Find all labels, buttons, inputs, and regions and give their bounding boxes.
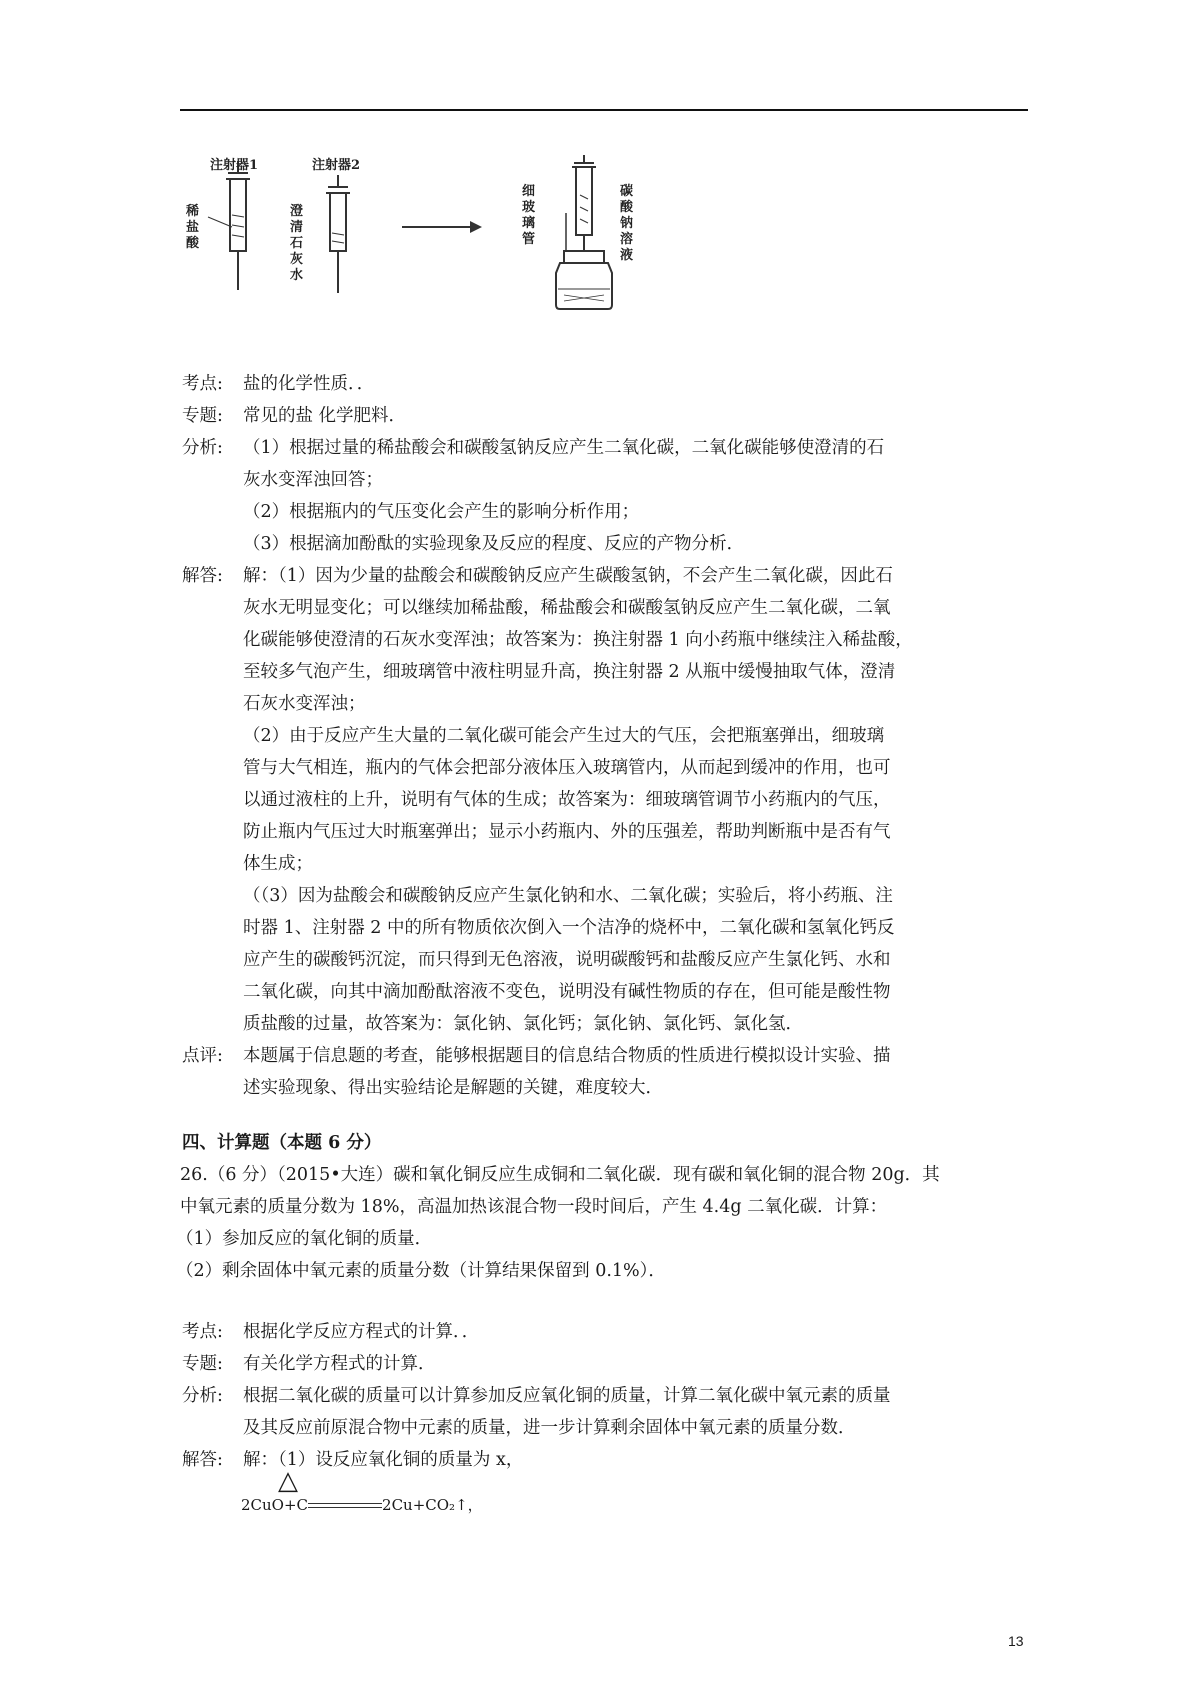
svg-text:石: 石 xyxy=(290,236,304,251)
svg-text:清: 清 xyxy=(290,220,304,235)
svg-text:玻: 玻 xyxy=(522,200,536,215)
jieda-text: （2）由于反应产生大量的二氧化碳可能会产生过大的气压，会把瓶塞弹出，细玻璃 xyxy=(243,726,885,746)
svg-text:水: 水 xyxy=(290,268,304,283)
svg-text:稀: 稀 xyxy=(186,204,200,219)
fenxi-text: 及其反应前原混合物中元素的质量，进一步计算剩余固体中氧元素的质量分数． xyxy=(243,1418,856,1438)
jieda-text: 质盐酸的过量，故答案为：氯化钠、氯化钙；氯化钠、氯化钙、氯化氢． xyxy=(243,1014,803,1034)
jieda-text: 二氧化碳，向其中滴加酚酞溶液不变色，说明没有碱性物质的存在，但可能是酸性物 xyxy=(243,982,891,1002)
arrow-icon xyxy=(402,221,482,233)
hcl-label xyxy=(185,203,200,251)
svg-text:钠: 钠 xyxy=(620,216,634,231)
svg-text:管: 管 xyxy=(522,232,536,247)
svg-text:酸: 酸 xyxy=(620,200,634,215)
jieda-text: 管与大气相连，瓶内的气体会把部分液体压入玻璃管内，从而起到缓冲的作用，也可 xyxy=(243,758,891,778)
jieda-text: 时器 1、注射器 2 中的所有物质依次倒入一个洁净的烧杯中，二氧化碳和氢氧化钙反 xyxy=(243,918,895,938)
bottle-apparatus xyxy=(556,155,612,309)
equation-equals-bar xyxy=(308,1496,382,1516)
jieda-text: 化碳能够使澄清的石灰水变浑浊；故答案为：换注射器 1 向小药瓶中继续注入稀盐酸， xyxy=(243,630,913,650)
svg-text:璃: 璃 xyxy=(522,216,536,231)
fenxi-text: （2）根据瓶内的气压变化会产生的影响分析作用； xyxy=(243,502,640,522)
syringe1-label: 注射器1 xyxy=(210,158,259,173)
fenxi-label: 分析: xyxy=(182,1386,223,1406)
svg-text:澄: 澄 xyxy=(290,204,304,219)
syringe-diagram xyxy=(180,155,740,315)
jieda-text: 解：（1）设反应氧化铜的质量为 x， xyxy=(243,1450,524,1470)
jieda-text: 解：（1）因为少量的盐酸会和碳酸钠反应产生碳酸氢钠，不会产生二氧化碳，因此石 xyxy=(243,566,893,586)
jieda-text: 应产生的碳酸钙沉淀，而只得到无色溶液，说明碳酸钙和盐酸反应产生氯化钙、水和 xyxy=(243,950,891,970)
zhuanti-label: 专题: xyxy=(182,1354,223,1374)
fenxi-text: 灰水变浑浊回答； xyxy=(243,470,383,490)
fenxi-text: （1）根据过量的稀盐酸会和碳酸氢钠反应产生二氧化碳，二氧化碳能够使澄清的石 xyxy=(243,438,885,458)
equation-right: 2Cu+CO₂↑， xyxy=(382,1496,483,1514)
fenxi-text: 根据二氧化碳的质量可以计算参加反应氧化铜的质量，计算二氧化碳中氧元素的质量 xyxy=(243,1386,891,1406)
svg-text:盐: 盐 xyxy=(186,220,200,235)
limewater-label xyxy=(290,203,303,283)
fenxi-label: 分析: xyxy=(182,438,223,458)
kaodian-text: 根据化学反应方程式的计算．． xyxy=(243,1322,480,1342)
svg-text:碳: 碳 xyxy=(620,184,634,199)
tube-label xyxy=(522,184,536,247)
svg-text:液: 液 xyxy=(620,248,634,263)
syringe-1 xyxy=(208,161,250,290)
jieda-label: 解答: xyxy=(182,566,223,586)
syringe2-label: 注射器2 xyxy=(312,158,361,173)
chemical-equation xyxy=(241,1494,483,1516)
svg-text:细: 细 xyxy=(522,184,536,199)
svg-text:酸: 酸 xyxy=(186,236,200,251)
syringe-2 xyxy=(326,175,350,293)
dianping-text: 本题属于信息题的考查，能够根据题目的信息结合物质的性质进行模拟设计实验、描 xyxy=(243,1046,891,1066)
jieda-text: 至较多气泡产生，细玻璃管中液柱明显升高，换注射器 2 从瓶中缓慢抽取气体，澄清 xyxy=(243,662,896,682)
page-number: 13 xyxy=(1008,1633,1024,1649)
jieda-text: 石灰水变浑浊； xyxy=(243,694,366,714)
jieda-text: 防止瓶内气压过大时瓶塞弹出；显示小药瓶内、外的压强差，帮助判断瓶中是否有气 xyxy=(243,822,891,842)
fenxi-text: （3）根据滴加酚酞的实验现象及反应的程度、反应的产物分析． xyxy=(243,534,745,554)
kaodian-label: 考点: xyxy=(182,1322,223,1342)
header-rule xyxy=(180,109,1028,111)
jieda-text: 体生成； xyxy=(243,854,313,874)
experiment-figure xyxy=(180,155,740,315)
zhuanti-label: 专题: xyxy=(182,406,223,426)
svg-text:灰: 灰 xyxy=(290,252,304,267)
svg-text:溶: 溶 xyxy=(620,232,634,247)
jieda-text: （（3）因为盐酸会和碳酸钠反应产生氯化钠和水、二氧化碳；实验后，将小药瓶、注 xyxy=(243,886,893,906)
zhuanti-text: 有关化学方程式的计算． xyxy=(243,1354,436,1374)
kaodian-label: 考点: xyxy=(182,374,223,394)
jieda-label: 解答: xyxy=(182,1450,223,1470)
dianping-text: 述实验现象、得出实验结论是解题的关键，难度较大． xyxy=(243,1078,663,1098)
kaodian-text: 盐的化学性质．． xyxy=(243,374,375,394)
jieda-text: 以通过液柱的上升，说明有气体的生成；故答案为：细玻璃管调节小药瓶内的气压， xyxy=(243,790,891,810)
dianping-label: 点评: xyxy=(182,1046,223,1066)
zhuanti-text: 常见的盐 化学肥料． xyxy=(243,406,407,426)
solution-label xyxy=(620,183,634,263)
jieda-text: 灰水无明显变化；可以继续加稀盐酸，稀盐酸会和碳酸氢钠反应产生二氧化碳，二氧 xyxy=(243,598,891,618)
equation-left: 2CuO+C xyxy=(241,1496,309,1514)
heat-condition-icon: △ xyxy=(278,1466,298,1496)
